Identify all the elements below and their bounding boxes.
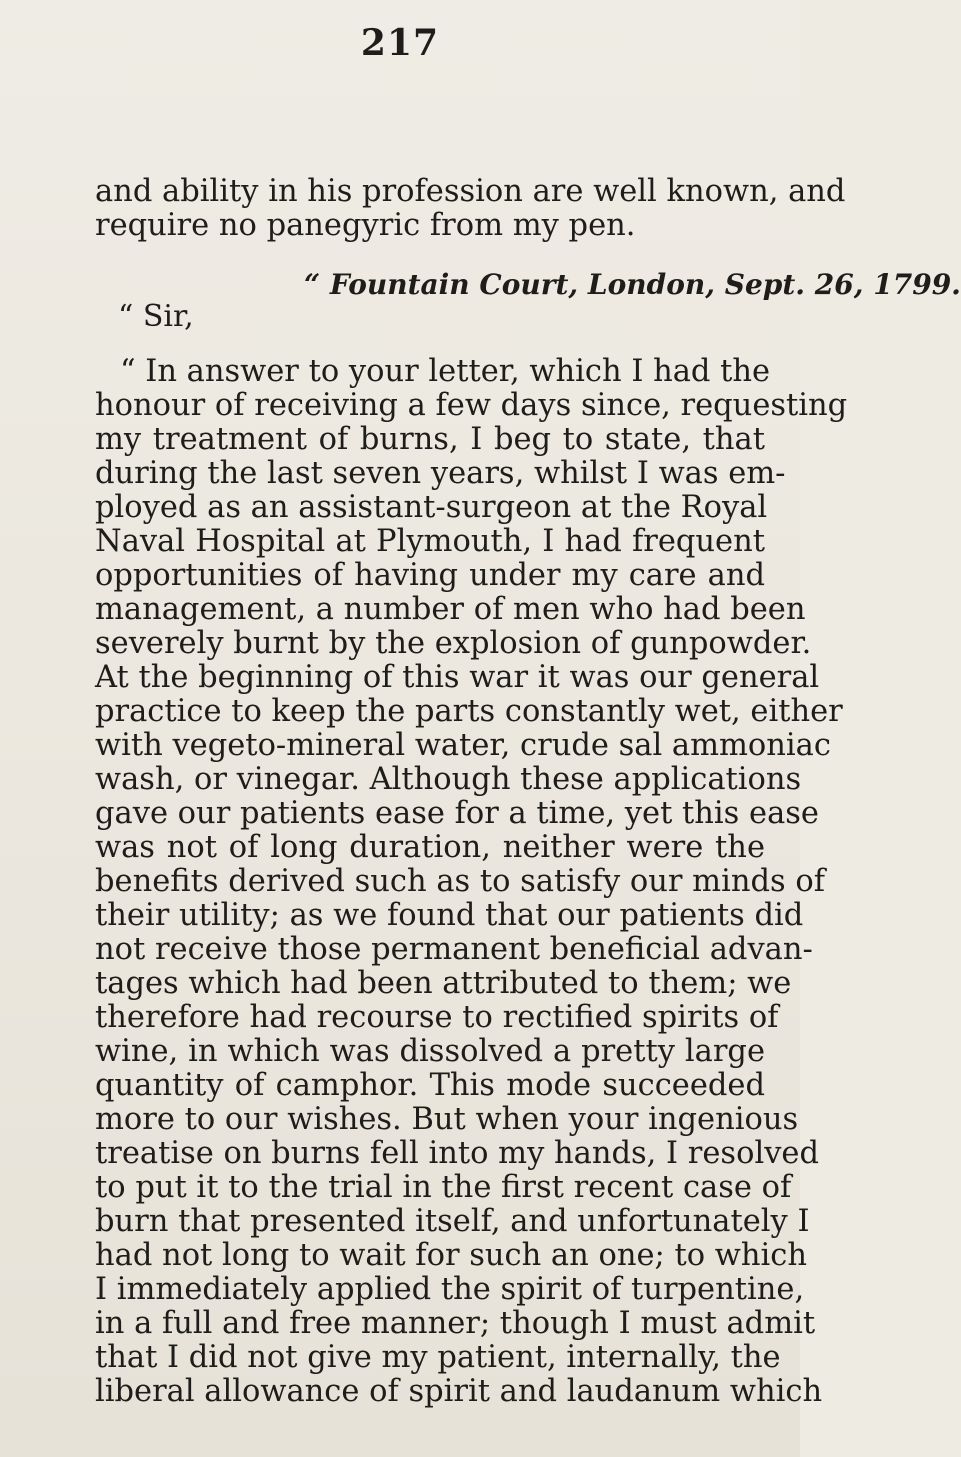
letter-body-line: ployed as an assistant-surgeon at the Royal — [95, 490, 768, 525]
letter-body-line: was not of long duration, neither were the — [95, 830, 765, 865]
page-number: 217 — [360, 22, 440, 64]
letter-body-line: my treatment of burns, I beg to state, that — [95, 422, 765, 457]
letter-body-line: burn that presented itself, and unfortunately I — [95, 1204, 810, 1239]
letter-body-line: with vegeto-mineral water, crude sal ammoniac — [95, 728, 831, 763]
letter-body-line: during the last seven years, whilst I was em- — [95, 456, 786, 491]
letter-body-line: that I did not give my patient, internally, the — [95, 1340, 781, 1375]
letter-body-line: tages which had been attributed to them; we — [95, 966, 792, 1001]
letter-body-line: not receive those permanent beneficial advan- — [95, 932, 813, 967]
opening-line: require no panegyric from my pen. — [95, 208, 636, 243]
letter-body-line: I immediately applied the spirit of turpentine, — [95, 1272, 805, 1307]
letter-body-line: gave our patients ease for a time, yet this ease — [95, 796, 819, 831]
letter-body-line: opportunities of having under my care and — [95, 558, 765, 593]
letter-body-line: quantity of camphor. This mode succeeded — [95, 1068, 765, 1103]
letter-body-line: practice to keep the parts constantly wet, either — [95, 694, 843, 729]
letter-body-line: more to our wishes. But when your ingenious — [95, 1102, 799, 1137]
letter-body-line: therefore had recourse to rectified spirits of — [95, 1000, 779, 1035]
letter-dateline: “ Fountain Court, London, Sept. 26, 1799. — [304, 268, 961, 301]
letter-body-line: wash, or vinegar. Although these applications — [95, 762, 802, 797]
letter-body-line: to put it to the trial in the first recent case of — [95, 1170, 792, 1205]
letter-body-line: benefits derived such as to satisfy our minds of — [95, 864, 826, 899]
letter-body-line: severely burnt by the explosion of gunpowder. — [95, 626, 812, 661]
letter-body-line: “ In answer to your letter, which I had the — [120, 354, 771, 389]
letter-body-line: management, a number of men who had been — [95, 592, 806, 627]
letter-body-line: in a full and free manner; though I must admit — [95, 1306, 816, 1341]
letter-body-line: had not long to wait for such an one; to which — [95, 1238, 808, 1273]
letter-body-line: their utility; as we found that our patients did — [95, 898, 804, 933]
letter-body-line: wine, in which was dissolved a pretty large — [95, 1034, 765, 1069]
letter-salutation: “ Sir, — [118, 299, 194, 334]
letter-body-line: Naval Hospital at Plymouth, I had frequent — [95, 524, 765, 559]
letter-body-line: At the beginning of this war it was our general — [95, 660, 820, 695]
opening-line: and ability in his profession are well known, and — [95, 174, 846, 209]
letter-body-line: honour of receiving a few days since, requesting — [95, 388, 848, 423]
letter-body-line: treatise on burns fell into my hands, I resolved — [95, 1136, 820, 1171]
letter-body-line: liberal allowance of spirit and laudanum which — [95, 1374, 823, 1409]
